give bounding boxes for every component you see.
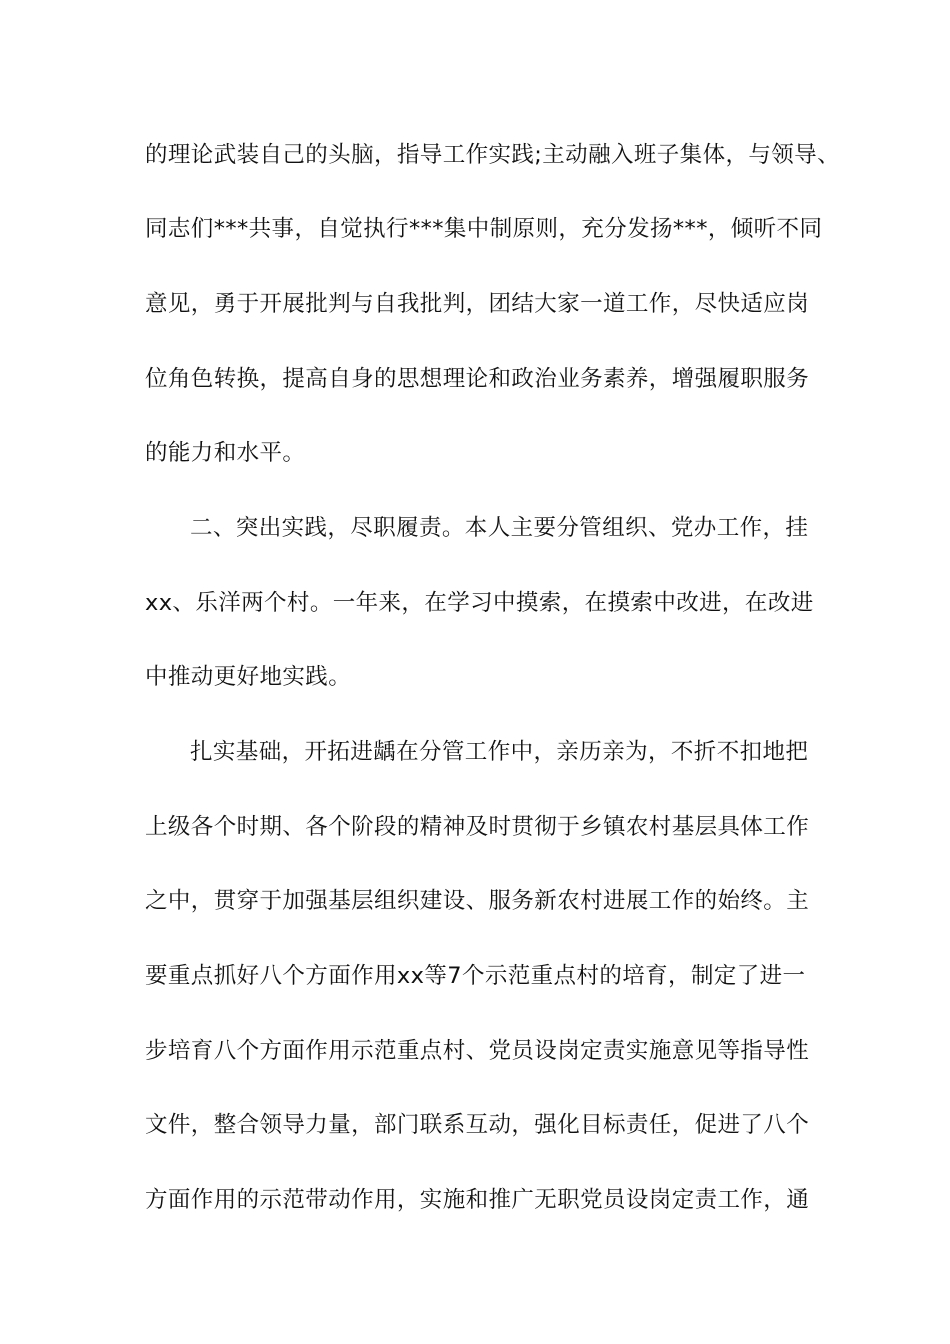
text-line: 位角色转换，提高自身的思想理论和政治业务素养，增强履职服务	[145, 366, 810, 392]
paragraph-first-line: 二、突出实践，尽职履责。本人主要分管组织、党办工作，挂	[190, 515, 809, 541]
text-line: 要重点抓好八个方面作用xx等7个示范重点村的培育，制定了进一	[145, 963, 806, 989]
text-line: 方面作用的示范带动作用，实施和推广无职党员设岗定责工作，通	[145, 1187, 810, 1213]
text-line: 步培育八个方面作用示范重点村、党员设岗定责实施意见等指导性	[145, 1038, 810, 1064]
text-line: xx、乐洋两个村。一年来，在学习中摸索，在摸索中改进，在改进	[145, 590, 814, 616]
text-line: 的能力和水平。	[145, 440, 306, 466]
text-line: 上级各个时期、各个阶段的精神及时贯彻于乡镇农村基层具体工作	[145, 814, 810, 840]
paragraph-first-line: 扎实基础，开拓进龋在分管工作中，亲历亲为，不折不扣地把	[190, 739, 809, 765]
text-line: 的理论武装自己的头脑，指导工作实践;主动融入班子集体，与领导、	[145, 142, 840, 168]
text-line: 同志们***共事，自觉执行***集中制原则，充分发扬***，倾听不同	[145, 216, 823, 242]
text-line: 之中，贯穿于加强基层组织建设、服务新农村进展工作的始终。主	[145, 888, 810, 914]
text-line: 意见，勇于开展批判与自我批判，团结大家一道工作，尽快适应岗	[145, 291, 810, 317]
text-line: 中推动更好地实践。	[145, 664, 352, 690]
text-line: 文件，整合领导力量，部门联系互动，强化目标责任，促进了八个	[145, 1112, 810, 1138]
